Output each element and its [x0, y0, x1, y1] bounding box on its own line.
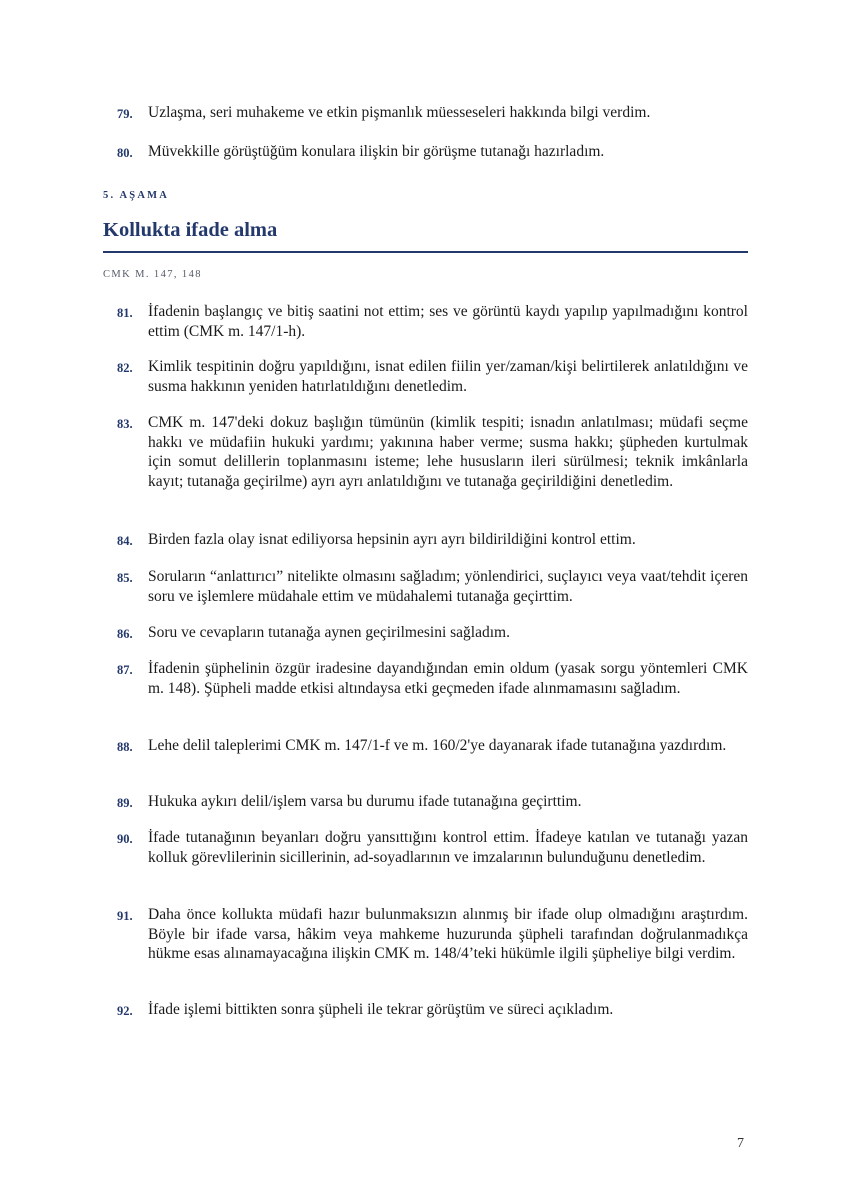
item-text: Birden fazla olay isnat ediliyorsa hepsinin ayrı ayrı bildirildiğini kontrol ettim. [148, 531, 636, 548]
item-text: Hukuka aykırı delil/işlem varsa bu durumu ifade tutanağına geçirttim. [148, 793, 582, 810]
checklist-item-88 [103, 736, 748, 757]
item-text: Soruların “anlattırıcı” nitelikte olmasını sağladım; yönlendirici, suçlayıcı veya vaat/tehdit içeren soru ve işlemlere müdahale ettim ve müdahalemi tutanağa geçirttim. [148, 568, 748, 605]
legal-reference: CMK M. 147, 148 [103, 269, 202, 280]
checklist-item-79 [103, 103, 748, 124]
item-number: 81. [117, 306, 133, 320]
item-number: 91. [117, 909, 133, 923]
checklist-item-90 [103, 828, 748, 867]
title-divider [103, 251, 748, 253]
item-text: Soru ve cevapların tutanağa aynen geçirilmesini sağladım. [148, 624, 510, 641]
checklist-item-92 [103, 1000, 748, 1021]
item-number: 88. [117, 740, 133, 754]
item-text: İfadenin başlangıç ve bitiş saatini not ettim; ses ve görüntü kaydı yapılıp yapılmadığını kontrol ettim (CMK m. 147/1-h). [148, 303, 748, 340]
item-number: 89. [117, 796, 133, 810]
checklist-item-83 [103, 413, 748, 491]
checklist-item-82 [103, 357, 748, 396]
item-number: 92. [117, 1004, 133, 1018]
item-number: 87. [117, 663, 133, 677]
item-text: İfade işlemi bittikten sonra şüpheli ile tekrar görüştüm ve süreci açıkladım. [148, 1001, 614, 1018]
checklist-item-85 [103, 567, 748, 606]
checklist-item-84 [103, 530, 748, 551]
item-number: 80. [117, 146, 133, 160]
item-text: Lehe delil taleplerimi CMK m. 147/1-f ve m. 160/2'ye dayanarak ifade tutanağına yazdırdım. [148, 737, 727, 754]
item-number: 83. [117, 417, 133, 431]
checklist-item-89 [103, 792, 748, 813]
item-text: CMK m. 147'deki dokuz başlığın tümünün (kimlik tespiti; isnadın anlatılması; müdafi seçme hakkı ve müdafiin hukuki yardımı; yakınına haber verme; susma hakkı; şüpheden kurtulmak için somut delillerin toplanmasını isteme; lehe hususların ileri sürülmesi; teknik imkânlarla kayıt; tutanağa geçirilme) ayrı ayrı anlatıldığını ve tutanağa geçirildiğini denetledim. [148, 414, 748, 490]
page-number: 7 [737, 1136, 744, 1151]
item-number: 82. [117, 361, 133, 375]
item-number: 90. [117, 832, 133, 846]
checklist-item-87 [103, 659, 748, 698]
checklist-item-81 [103, 302, 748, 341]
item-number: 84. [117, 534, 133, 548]
item-text: İfade tutanağının beyanları doğru yansıttığını kontrol ettim. İfadeye katılan ve tutanağı yazan kolluk görevlilerinin sicillerinin, ad-soyadlarının ve imzalarının bulunduğunu denetledim. [148, 829, 748, 866]
checklist-item-80 [103, 142, 748, 163]
item-number: 79. [117, 107, 133, 121]
stage-label: 5. AŞAMA [103, 190, 170, 201]
item-number: 85. [117, 571, 133, 585]
checklist-item-86 [103, 623, 748, 644]
section-title: Kollukta ifade alma [103, 219, 278, 241]
item-number: 86. [117, 627, 133, 641]
item-text: Kimlik tespitinin doğru yapıldığını, isnat edilen fiilin yer/zaman/kişi belirtilerek anlatıldığını ve susma hakkının yeniden hatırlatıldığını denetledim. [148, 358, 748, 395]
item-text: Müvekkille görüştüğüm konulara ilişkin bir görüşme tutanağı hazırladım. [148, 143, 605, 160]
checklist-item-91 [103, 905, 748, 964]
item-text: Uzlaşma, seri muhakeme ve etkin pişmanlık müesseseleri hakkında bilgi verdim. [148, 104, 651, 121]
item-text: Daha önce kollukta müdafi hazır bulunmaksızın alınmış bir ifade olup olmadığını araştırdım. Böyle bir ifade varsa, hâkim veya mahkeme huzurunda şüpheli tarafından doğrulanmadıkça hükme esas alınamayacağına ilişkin CMK m. 148/4’teki hükümle ilgili şüpheliye bilgi verdim. [148, 906, 748, 962]
item-text: İfadenin şüphelinin özgür iradesine dayandığından emin oldum (yasak sorgu yöntemleri CMK m. 148). Şüpheli madde etkisi altındaysa etki geçmeden ifade alınmamasını sağladım. [148, 660, 748, 697]
